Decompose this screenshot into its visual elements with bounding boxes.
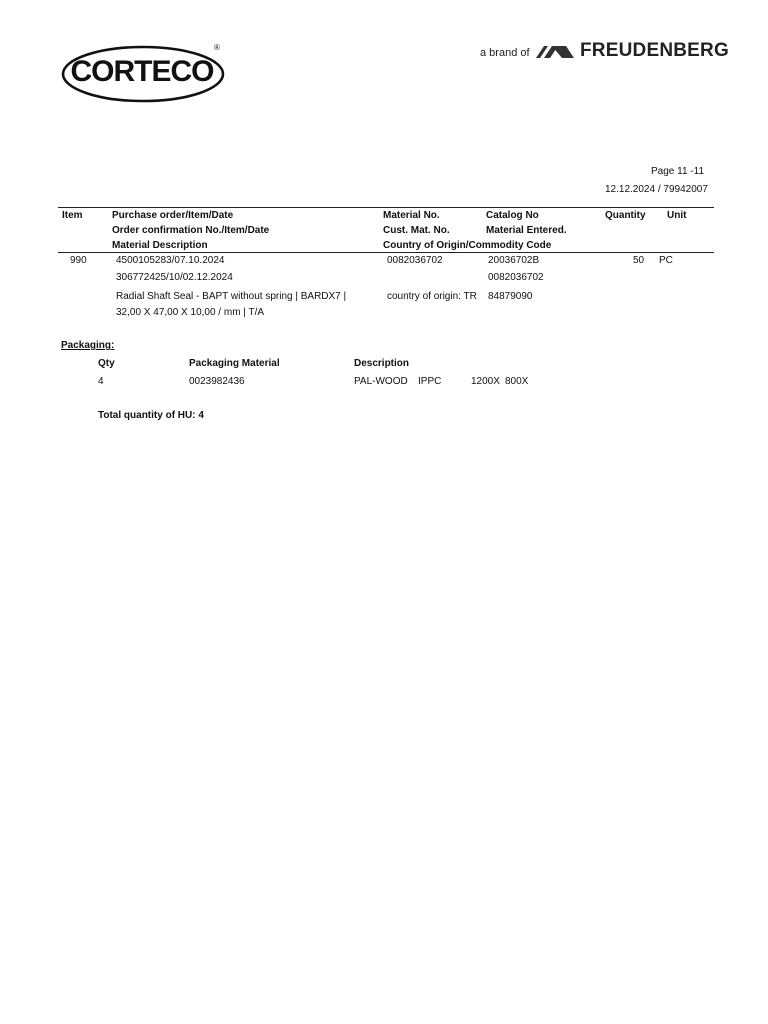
header-material-description: Material Description: [112, 240, 208, 251]
brand-name: FREUDENBERG: [580, 40, 729, 61]
packaging-material: 0023982436: [189, 376, 245, 387]
packaging-header-qty: Qty: [98, 358, 115, 369]
row-quantity: 50: [633, 255, 645, 266]
header-catalog-no: Catalog No: [486, 210, 539, 221]
registered-mark: ®: [214, 43, 220, 52]
packaging-desc-2: IPPC: [418, 376, 442, 387]
header-purchase-order: Purchase order/Item/Date: [112, 210, 234, 221]
row-unit: PC: [659, 255, 673, 266]
logo-text: CORTECO: [70, 55, 214, 88]
row-commodity-code: 84879090: [488, 291, 533, 302]
table-top-rule: [58, 207, 714, 208]
header-quantity: Quantity: [605, 210, 646, 221]
packaging-desc-3: 1200X: [471, 376, 500, 387]
brand-of-text: a brand of: [480, 47, 530, 59]
packaging-header-material: Packaging Material: [189, 358, 280, 369]
row-item: 990: [70, 255, 87, 266]
header-order-confirmation: Order confirmation No./Item/Date: [112, 225, 270, 236]
packaging-total: Total quantity of HU: 4: [98, 410, 204, 421]
table-header-rule: [58, 252, 714, 253]
header-country-of-origin: Country of Origin/Commodity Code: [383, 240, 552, 251]
packaging-desc-4: 800X: [505, 376, 529, 387]
row-description-line1: Radial Shaft Seal - BAPT without spring | BARDX7 |: [116, 291, 347, 302]
date-reference: 12.12.2024 / 79942007: [605, 184, 708, 195]
row-description-line2: 32,00 X 47,00 X 10,00 / mm | T/A: [116, 307, 265, 318]
header-cust-mat-no: Cust. Mat. No.: [383, 225, 450, 236]
row-country-of-origin: country of origin: TR: [387, 291, 477, 302]
row-catalog-no: 20036702B: [488, 255, 540, 266]
row-material-entered: 0082036702: [488, 272, 544, 283]
row-material-no: 0082036702: [387, 255, 443, 266]
header-material-entered: Material Entered.: [486, 225, 567, 236]
packaging-title: Packaging:: [61, 340, 115, 351]
row-order-confirmation: 306772425/10/02.12.2024: [116, 272, 233, 283]
packaging-desc-1: PAL-WOOD: [354, 376, 408, 387]
header-unit: Unit: [667, 210, 687, 221]
freudenberg-mark-icon: [536, 42, 574, 60]
row-purchase-order: 4500105283/07.10.2024: [116, 255, 225, 266]
packaging-qty: 4: [98, 376, 104, 387]
header-material-no: Material No.: [383, 210, 440, 221]
packaging-header-description: Description: [354, 358, 410, 369]
page-number: Page 11 -11: [651, 166, 705, 177]
corteco-logo: [60, 44, 228, 104]
header-item: Item: [62, 210, 83, 221]
